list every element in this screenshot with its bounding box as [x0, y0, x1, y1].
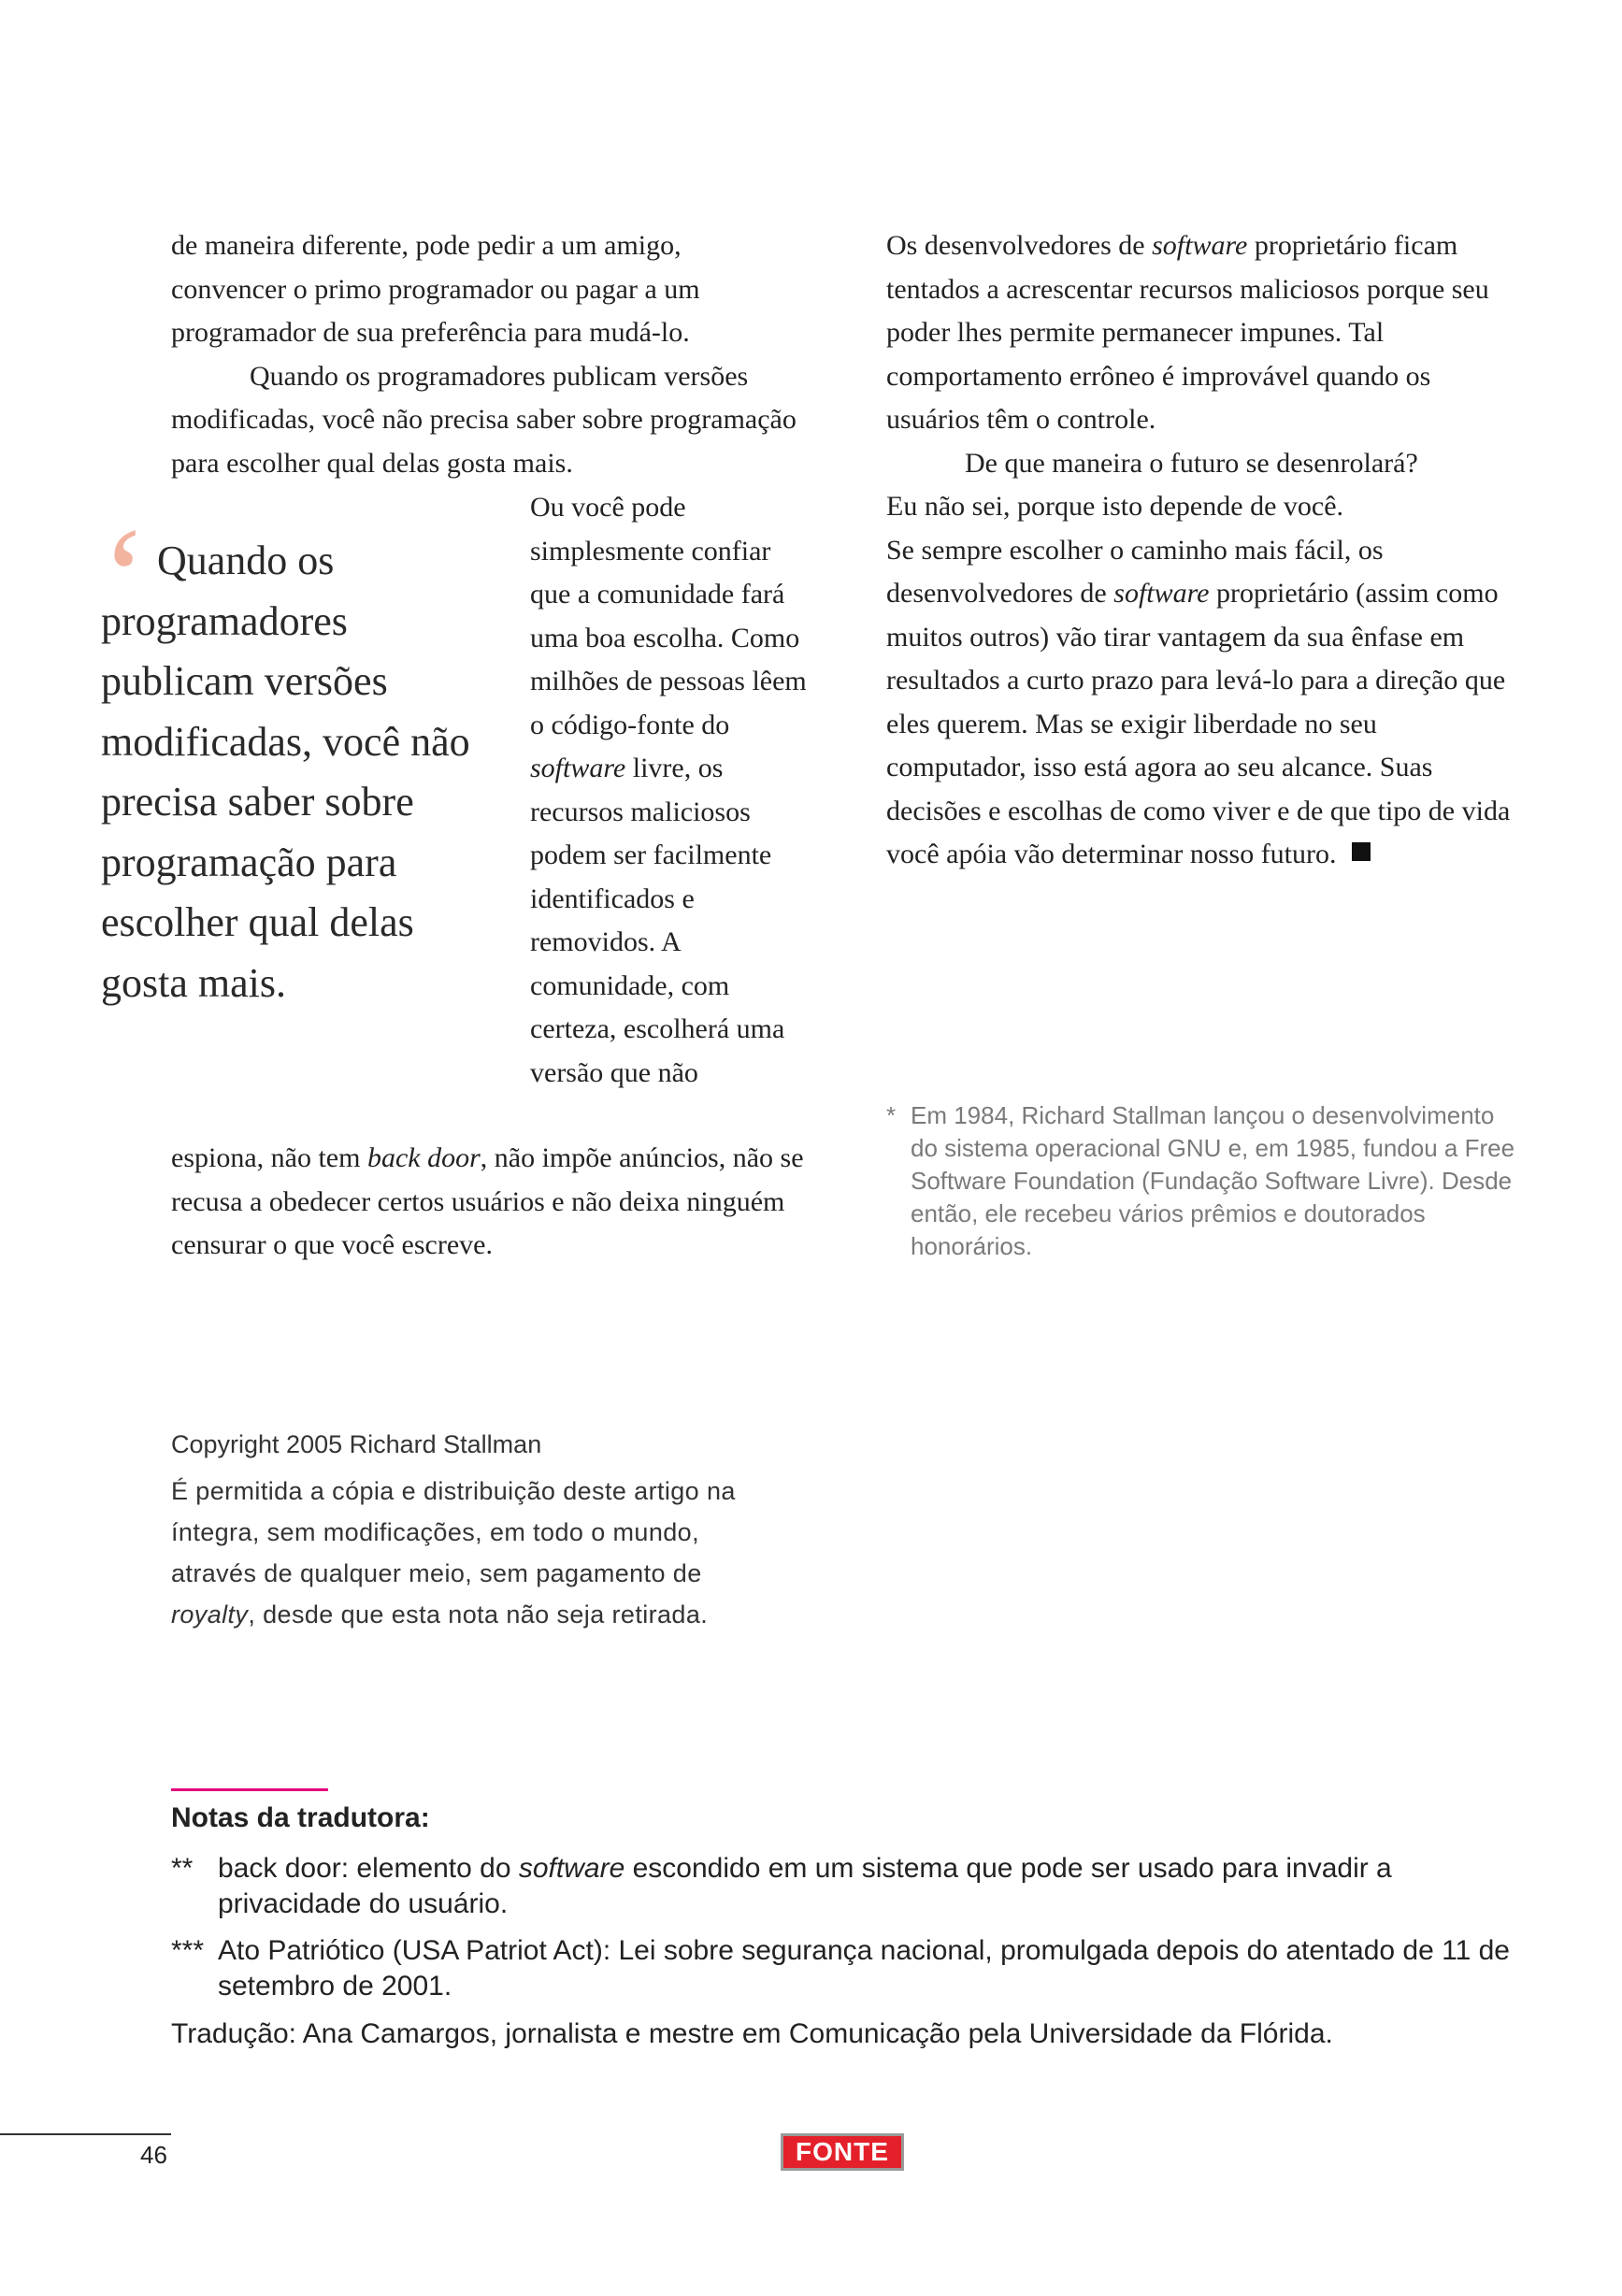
text-run: livre, os recursos maliciosos podem ser facilmente identificados e removidos. A comunidade, com certeza, escolherá uma versão que não: [530, 753, 785, 1088]
text-run: escondido em um sistema que pode ser usado para invadir a privacidade do usuário.: [218, 1853, 1392, 1919]
body-paragraph: [886, 224, 1522, 442]
pull-quote: [101, 499, 484, 1013]
text-run: back door: elemento do: [218, 1853, 519, 1884]
left-column: [171, 224, 797, 485]
footnote-marker: *: [886, 1101, 897, 1129]
pull-quote-text: programadores publicam versões modificadas, você não precisa saber sobre programação para escolher qual delas gosta mais.: [101, 597, 470, 1006]
text-run: Ou você pode simplesmente confiar que a comunidade fará uma boa escolha. Como milhões de pessoas lêem o código-fonte do: [530, 492, 807, 740]
translation-credit: Tradução: Ana Camargos, jornalista e mestre em Comunicação pela Universidade da Flórida.: [171, 2018, 1333, 2049]
note-marker: ***: [171, 1935, 205, 1966]
text-run: É permitida a cópia e distribuição deste artigo na íntegra, sem modificações, em todo o mundo, através de qualquer meio, sem pagamento de: [171, 1477, 736, 1587]
pull-quote-first-line: Quando os: [157, 538, 335, 583]
right-column: [886, 224, 1522, 877]
text-run: , desde que esta nota não seja retirada.: [248, 1600, 709, 1629]
body-paragraph: [171, 1137, 807, 1268]
footnote: [886, 1099, 1522, 1263]
logo-text: FONTE: [796, 2137, 889, 2166]
text-run: Os desenvolvedores de: [886, 230, 1153, 261]
note-text: Ato Patriótico (USA Patriot Act): Lei sobre segurança nacional, promulgada depois do atentado de 11 de setembro de 2001.: [218, 1935, 1510, 2002]
left-column-continuation: [171, 1137, 807, 1268]
footnote-text: Em 1984, Richard Stallman lançou o desenvolvimento do sistema operacional GNU e, em 1985, fundou a Free Software Foundation (Fundação Software Livre). Desde então, ele recebeu vários prêmios e doutorados honorários.: [911, 1101, 1515, 1260]
text-run: Se sempre escolher o caminho mais fácil, os desenvolvedores de: [886, 534, 1384, 609]
text-run: proprietário ficam tentados a acrescentar recursos maliciosos porque seu poder lhes permite permanecer impunes. Tal comportamento errôneo é improvável quando os usuários têm o controle.: [886, 230, 1489, 435]
body-paragraph: de maneira diferente, pode pedir a um amigo, convencer o primo programador ou pagar a um programador de sua preferência para mudá-lo.: [171, 230, 700, 348]
text-run: espiona, não tem: [171, 1142, 367, 1173]
notes-title: Notas da tradutora:: [171, 1802, 430, 1833]
translator-notes: [171, 1795, 1517, 2053]
note-item: [171, 1851, 1517, 1922]
italic-term: royalty: [171, 1600, 249, 1629]
narrow-column: [530, 486, 811, 1095]
body-paragraph: [530, 486, 811, 1095]
italic-term: software: [1113, 578, 1210, 609]
end-mark-icon: [1352, 842, 1371, 861]
text-run: , não impõe anúncios, não se recusa a obedecer certos usuários e não deixa ninguém censurar o que você escreve.: [171, 1142, 804, 1260]
italic-term: software: [530, 753, 626, 783]
footer-rule: [0, 2133, 171, 2135]
note-marker: **: [171, 1853, 194, 1884]
body-paragraph: Quando os programadores publicam versões modificadas, você não precisa saber sobre programação para escolher qual delas gosta mais.: [171, 360, 797, 479]
text-run: proprietário (assim como muitos outros) vão tirar vantagem da sua ênfase em resultados a curto prazo para levá-lo para a direção que eles querem. Mas se exigir liberdade no seu computador, isso está agora ao seu alcance. Suas decisões e escolhas de como viver e de que tipo de vida você apóia vão determinar nosso futuro.: [886, 578, 1511, 869]
body-paragraph: De que maneira o futuro se desenrolará?: [965, 447, 1418, 479]
body-paragraph: [886, 529, 1522, 877]
copyright-body: [171, 1471, 788, 1635]
notes-divider: [171, 1788, 328, 1791]
body-paragraph: Eu não sei, porque isto depende de você.: [886, 491, 1344, 522]
copyright-title: Copyright 2005 Richard Stallman: [171, 1430, 542, 1458]
italic-term: back door: [366, 1142, 481, 1173]
note-item: [171, 1933, 1517, 2004]
copyright-block: [171, 1426, 788, 1635]
fonte-logo: [781, 2133, 904, 2171]
page-number: 46: [140, 2141, 167, 2169]
italic-term: software: [518, 1853, 625, 1884]
quote-mark-icon: ‘: [101, 499, 148, 654]
italic-term: software: [1152, 230, 1248, 261]
